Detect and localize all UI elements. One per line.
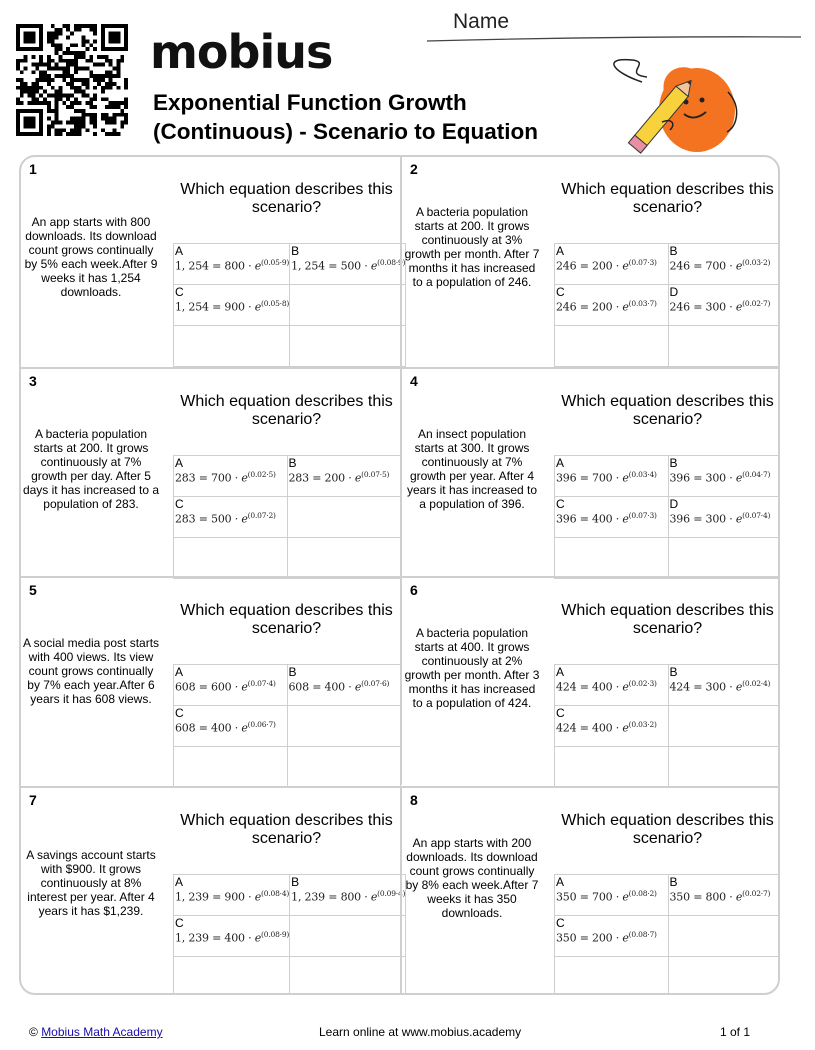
- option-label: D: [669, 285, 679, 299]
- equation-exponent: (0.07·3): [628, 258, 657, 267]
- equation-exponent: (0.07·2): [247, 510, 276, 520]
- problem-grid: [19, 155, 780, 995]
- option-equation: $424 = 400 \cdot e^{(0.03\cdot 2)}$: [556, 720, 657, 735]
- problem-cell: [400, 576, 780, 785]
- problem-cell: [21, 157, 406, 366]
- scenario-text: An app starts with 800 downloads. Its download count grows continually by 5% each week.After 9 weeks it has 1,254 downloads.: [24, 215, 158, 299]
- equation-exponent: (0.06·7): [247, 720, 276, 729]
- answer-options: [554, 664, 780, 788]
- qr-code-icon: [16, 24, 128, 136]
- option-label: C: [556, 496, 565, 511]
- scenario-text: A savings account starts with $900. It grows continuously at 8% interest per year. After 4 years it has $1,239.: [26, 847, 156, 918]
- equation-lhs: 396: [556, 512, 577, 526]
- equation-lhs: 246: [669, 259, 690, 273]
- equation-exponent: (0.02·7): [742, 888, 771, 898]
- option-a[interactable]: [555, 455, 669, 496]
- equation-initial: 300: [705, 512, 726, 526]
- option-c[interactable]: [555, 496, 669, 537]
- option-equation: $246 = 200 \cdot e^{(0.07\cdot 3)}$: [556, 258, 657, 273]
- equation-exponent: (0.02·7): [742, 299, 771, 308]
- empty-option-cell: [668, 537, 780, 578]
- equation-initial: 300: [705, 300, 726, 314]
- option-c[interactable]: [555, 285, 669, 326]
- equation-lhs: 608: [175, 721, 196, 735]
- option-c[interactable]: [174, 706, 288, 747]
- option-equation: $608 = 400 \cdot e^{(0.07\cdot 6)}$: [288, 679, 390, 694]
- option-label: C: [556, 706, 565, 720]
- empty-option-cell: [290, 285, 406, 326]
- option-c[interactable]: [174, 915, 290, 956]
- option-b[interactable]: [287, 665, 401, 706]
- option-label: C: [556, 285, 565, 299]
- equation-exponent: (0.09·4): [377, 888, 406, 898]
- equation-lhs: 350: [556, 890, 577, 904]
- equation-initial: 200: [592, 300, 613, 314]
- option-label: B: [669, 665, 678, 679]
- equation-lhs: 396: [669, 512, 690, 526]
- empty-option-cell: [290, 956, 406, 995]
- option-equation: $246 = 200 \cdot e^{(0.03\cdot 7)}$: [556, 299, 657, 314]
- option-equation: $246 = 700 \cdot e^{(0.03\cdot 2)}$: [669, 258, 771, 273]
- question-text: Which equation describes this scenario?: [180, 181, 393, 216]
- copyright-symbol: ©: [29, 1025, 38, 1039]
- option-d[interactable]: [668, 285, 780, 326]
- equation-initial: 300: [705, 680, 726, 694]
- option-b[interactable]: [287, 455, 401, 496]
- option-equation: 1, $239 = 400 \cdot e^{(0.08\cdot 9)}$: [175, 929, 290, 945]
- equation-initial: 500: [340, 259, 361, 273]
- option-label: B: [669, 455, 678, 470]
- option-equation: $396 = 700 \cdot e^{(0.03\cdot 4)}$: [556, 469, 657, 485]
- option-c[interactable]: [174, 285, 290, 326]
- equation-initial: 800: [224, 259, 245, 273]
- mascot-illustration: [602, 52, 742, 158]
- option-label: B: [288, 665, 297, 679]
- question-text: Which equation describes this scenario?: [180, 602, 393, 637]
- option-equation: $246 = 300 \cdot e^{(0.02\cdot 7)}$: [669, 299, 771, 314]
- option-equation: $283 = 500 \cdot e^{(0.07\cdot 2)}$: [175, 510, 276, 526]
- equation-exponent: (0.08·7): [628, 929, 657, 939]
- title-line-1: Exponential Function Growth: [153, 90, 467, 115]
- option-equation: $608 = 400 \cdot e^{(0.06\cdot 7)}$: [175, 720, 276, 735]
- option-equation: 1, $254 = 500 \cdot e^{(0.08\cdot 9)}$: [291, 258, 406, 273]
- option-label: C: [175, 706, 184, 720]
- problem-cell: [21, 576, 401, 785]
- option-label: A: [175, 874, 184, 889]
- option-a[interactable]: [174, 455, 288, 496]
- equation-lhs: 1, 254: [291, 259, 325, 273]
- equation-lhs: 424: [556, 721, 577, 735]
- problem-cell: [400, 786, 780, 995]
- empty-option-cell: [287, 537, 401, 578]
- equation-initial: 900: [224, 890, 245, 904]
- equation-exponent: (0.02·4): [742, 679, 771, 688]
- empty-option-cell: [290, 326, 406, 367]
- option-equation: $283 = 200 \cdot e^{(0.07\cdot 5)}$: [288, 469, 390, 485]
- empty-option-cell: [174, 956, 290, 995]
- equation-lhs: 424: [556, 680, 577, 694]
- option-b[interactable]: [290, 874, 406, 915]
- problem-cell: [400, 367, 780, 576]
- equation-initial: 400: [592, 512, 613, 526]
- equation-exponent: (0.07·6): [361, 679, 390, 688]
- mobius-academy-link[interactable]: Mobius Math Academy: [41, 1025, 163, 1039]
- empty-option-cell: [174, 747, 288, 788]
- option-b[interactable]: [668, 874, 780, 915]
- option-label: B: [669, 244, 678, 258]
- empty-option-cell: [668, 747, 780, 788]
- option-equation: $350 = 700 \cdot e^{(0.08\cdot 2)}$: [556, 888, 657, 904]
- equation-lhs: 246: [556, 300, 577, 314]
- option-b[interactable]: [668, 455, 780, 496]
- equation-exponent: (0.07·3): [628, 510, 657, 520]
- answer-options: [554, 455, 780, 579]
- scenario-text: A social media post starts with 400 views. Its view count grows continually by 7% each year.After 6 years it has 608 views.: [22, 636, 160, 706]
- problem-number: 8: [410, 791, 418, 808]
- option-label: B: [291, 244, 300, 258]
- footer-learn-online: Learn online at www.mobius.academy: [319, 1025, 522, 1039]
- equation-initial: 400: [592, 680, 613, 694]
- option-label: A: [175, 244, 184, 258]
- option-a[interactable]: [555, 665, 669, 706]
- option-label: C: [175, 285, 184, 299]
- equation-exponent: (0.07·5): [361, 469, 390, 479]
- option-label: A: [556, 874, 565, 889]
- equation-initial: 700: [211, 471, 232, 485]
- option-label: A: [556, 455, 565, 470]
- option-label: B: [291, 874, 300, 889]
- equation-exponent: (0.02·3): [628, 679, 657, 688]
- equation-exponent: (0.05·8): [261, 299, 290, 308]
- answer-options: [173, 455, 401, 579]
- equation-lhs: 1, 239: [175, 890, 209, 904]
- footer-copyright: [29, 1025, 163, 1039]
- equation-initial: 600: [211, 680, 232, 694]
- option-label: C: [556, 915, 565, 930]
- equation-initial: 200: [592, 259, 613, 273]
- answer-options: [173, 874, 406, 996]
- equation-lhs: 350: [556, 931, 577, 945]
- empty-option-cell: [555, 956, 669, 995]
- option-label: A: [175, 455, 184, 470]
- equation-initial: 700: [592, 890, 613, 904]
- option-equation: $396 = 400 \cdot e^{(0.07\cdot 3)}$: [556, 510, 657, 526]
- question-text: Which equation describes this scenario?: [561, 181, 774, 216]
- option-equation: $350 = 200 \cdot e^{(0.08\cdot 7)}$: [556, 929, 657, 945]
- equation-initial: 400: [211, 721, 232, 735]
- scenario-text: A bacteria population starts at 200. It grows continuously at 7% growth per day. After 5 days it has increased to a population of 283.: [22, 426, 160, 511]
- option-label: C: [175, 496, 184, 511]
- option-equation: $424 = 300 \cdot e^{(0.02\cdot 4)}$: [669, 679, 771, 694]
- option-a[interactable]: [555, 874, 669, 915]
- equation-initial: 700: [592, 471, 613, 485]
- answer-options: [554, 243, 780, 367]
- equation-initial: 200: [324, 471, 345, 485]
- equation-exponent: (0.08·4): [261, 888, 290, 898]
- option-equation: 1, $239 = 900 \cdot e^{(0.08\cdot 4)}$: [175, 888, 290, 904]
- option-c[interactable]: [555, 915, 669, 956]
- option-equation: $283 = 700 \cdot e^{(0.02\cdot 5)}$: [175, 469, 276, 485]
- equation-initial: 800: [340, 890, 361, 904]
- equation-initial: 800: [705, 890, 726, 904]
- equation-lhs: 1, 254: [175, 259, 209, 273]
- footer-page-number: 1 of 1: [720, 1025, 751, 1039]
- empty-option-cell: [287, 747, 401, 788]
- question-text: Which equation describes this scenario?: [561, 392, 774, 428]
- scenario-text: A bacteria population starts at 400. It grows continuously at 2% growth per month. After 3 months it has increased to a population of 424.: [404, 626, 540, 710]
- option-c[interactable]: [174, 496, 288, 537]
- problem-number: 3: [29, 372, 37, 389]
- mobius-logo: mobius: [150, 25, 333, 79]
- option-label: A: [556, 244, 565, 258]
- empty-option-cell: [287, 706, 401, 747]
- equation-lhs: 1, 254: [175, 300, 209, 314]
- equation-initial: 200: [592, 931, 613, 945]
- equation-exponent: (0.08·2): [628, 888, 657, 898]
- answer-options: [554, 874, 780, 996]
- option-label: B: [669, 874, 678, 889]
- empty-option-cell: [668, 915, 780, 956]
- equation-exponent: (0.08·9): [377, 258, 406, 267]
- empty-option-cell: [555, 747, 669, 788]
- equation-exponent: (0.07·4): [742, 510, 771, 520]
- answer-options: [173, 664, 401, 788]
- title-line-2: (Continuous) - Scenario to Equation: [153, 119, 538, 144]
- equation-initial: 700: [705, 259, 726, 273]
- equation-exponent: (0.08·9): [261, 929, 290, 939]
- option-label: A: [556, 665, 565, 679]
- equation-lhs: 246: [669, 300, 690, 314]
- equation-lhs: 608: [288, 680, 309, 694]
- equation-lhs: 608: [175, 680, 196, 694]
- equation-exponent: (0.04·7): [742, 469, 771, 479]
- equation-lhs: 283: [175, 512, 196, 526]
- problem-cell: [21, 367, 401, 576]
- name-label: Name: [453, 10, 510, 33]
- option-equation: 1, $239 = 800 \cdot e^{(0.09\cdot 4)}$: [291, 888, 406, 904]
- equation-exponent: (0.05·9): [261, 258, 290, 267]
- option-b[interactable]: [668, 665, 780, 706]
- option-b[interactable]: [290, 244, 406, 285]
- equation-exponent: (0.03·4): [628, 469, 657, 479]
- answer-options: [173, 243, 406, 367]
- empty-option-cell: [668, 956, 780, 995]
- option-equation: 1, $254 = 800 \cdot e^{(0.05\cdot 9)}$: [175, 258, 290, 273]
- option-equation: $396 = 300 \cdot e^{(0.07\cdot 4)}$: [669, 510, 771, 526]
- equation-exponent: (0.07·4): [247, 679, 276, 688]
- equation-lhs: 350: [669, 890, 690, 904]
- option-label: B: [288, 455, 297, 470]
- equation-initial: 400: [224, 931, 245, 945]
- equation-lhs: 396: [669, 471, 690, 485]
- equation-initial: 300: [705, 471, 726, 485]
- equation-initial: 500: [211, 512, 232, 526]
- equation-lhs: 283: [175, 471, 196, 485]
- problem-number: 6: [410, 582, 418, 598]
- option-label: D: [669, 496, 679, 511]
- option-equation: $608 = 600 \cdot e^{(0.07\cdot 4)}$: [175, 679, 276, 694]
- page-title: [153, 88, 538, 146]
- scenario-text: An app starts with 200 downloads. Its download count grows continually by 8% each week.After 7 weeks it has 350 downloads.: [405, 835, 539, 920]
- scenario-text: A bacteria population starts at 200. It grows continuously at 3% growth per month. After 7 months it has increased to a population of 246.: [404, 205, 540, 289]
- empty-option-cell: [555, 326, 669, 367]
- question-text: Which equation describes this scenario?: [180, 392, 393, 428]
- equation-exponent: (0.03·7): [628, 299, 657, 308]
- empty-option-cell: [668, 706, 780, 747]
- equation-lhs: 246: [556, 259, 577, 273]
- equation-initial: 400: [592, 721, 613, 735]
- question-text: Which equation describes this scenario?: [561, 602, 774, 637]
- option-b[interactable]: [668, 244, 780, 285]
- equation-lhs: 1, 239: [291, 890, 325, 904]
- option-equation: $396 = 300 \cdot e^{(0.04\cdot 7)}$: [669, 469, 771, 485]
- problem-number: 7: [29, 791, 37, 808]
- empty-option-cell: [668, 326, 780, 367]
- option-label: C: [175, 915, 184, 930]
- problem-cell: [21, 786, 406, 995]
- equation-exponent: (0.03·2): [742, 258, 771, 267]
- option-c[interactable]: [555, 706, 669, 747]
- equation-lhs: 424: [669, 680, 690, 694]
- equation-lhs: 283: [288, 471, 309, 485]
- empty-option-cell: [290, 915, 406, 956]
- name-underline: [425, 34, 803, 44]
- equation-initial: 900: [224, 300, 245, 314]
- problem-number: 4: [410, 372, 418, 389]
- equation-initial: 400: [324, 680, 345, 694]
- problem-number: 1: [29, 161, 37, 177]
- question-text: Which equation describes this scenario?: [561, 811, 774, 847]
- question-text: Which equation describes this scenario?: [180, 811, 393, 847]
- option-equation: $350 = 800 \cdot e^{(0.02\cdot 7)}$: [669, 888, 771, 904]
- option-a[interactable]: [174, 874, 290, 915]
- option-label: A: [175, 665, 184, 679]
- problem-cell: [400, 157, 780, 366]
- empty-option-cell: [287, 496, 401, 537]
- option-a[interactable]: [555, 244, 669, 285]
- problem-number: 2: [410, 161, 418, 177]
- equation-exponent: (0.03·2): [628, 720, 657, 729]
- option-a[interactable]: [174, 665, 288, 706]
- equation-lhs: 1, 239: [175, 931, 209, 945]
- problem-number: 5: [29, 582, 37, 598]
- option-d[interactable]: [668, 496, 780, 537]
- equation-exponent: (0.02·5): [247, 469, 276, 479]
- option-equation: $424 = 400 \cdot e^{(0.02\cdot 3)}$: [556, 679, 657, 694]
- equation-lhs: 396: [556, 471, 577, 485]
- empty-option-cell: [174, 326, 290, 367]
- empty-option-cell: [174, 537, 288, 578]
- empty-option-cell: [555, 537, 669, 578]
- option-equation: 1, $254 = 900 \cdot e^{(0.05\cdot 8)}$: [175, 299, 290, 314]
- option-a[interactable]: [174, 244, 290, 285]
- scenario-text: An insect population starts at 300. It grows continuously at 7% growth per year. After 4 years it has increased to a population of 396.: [406, 426, 538, 511]
